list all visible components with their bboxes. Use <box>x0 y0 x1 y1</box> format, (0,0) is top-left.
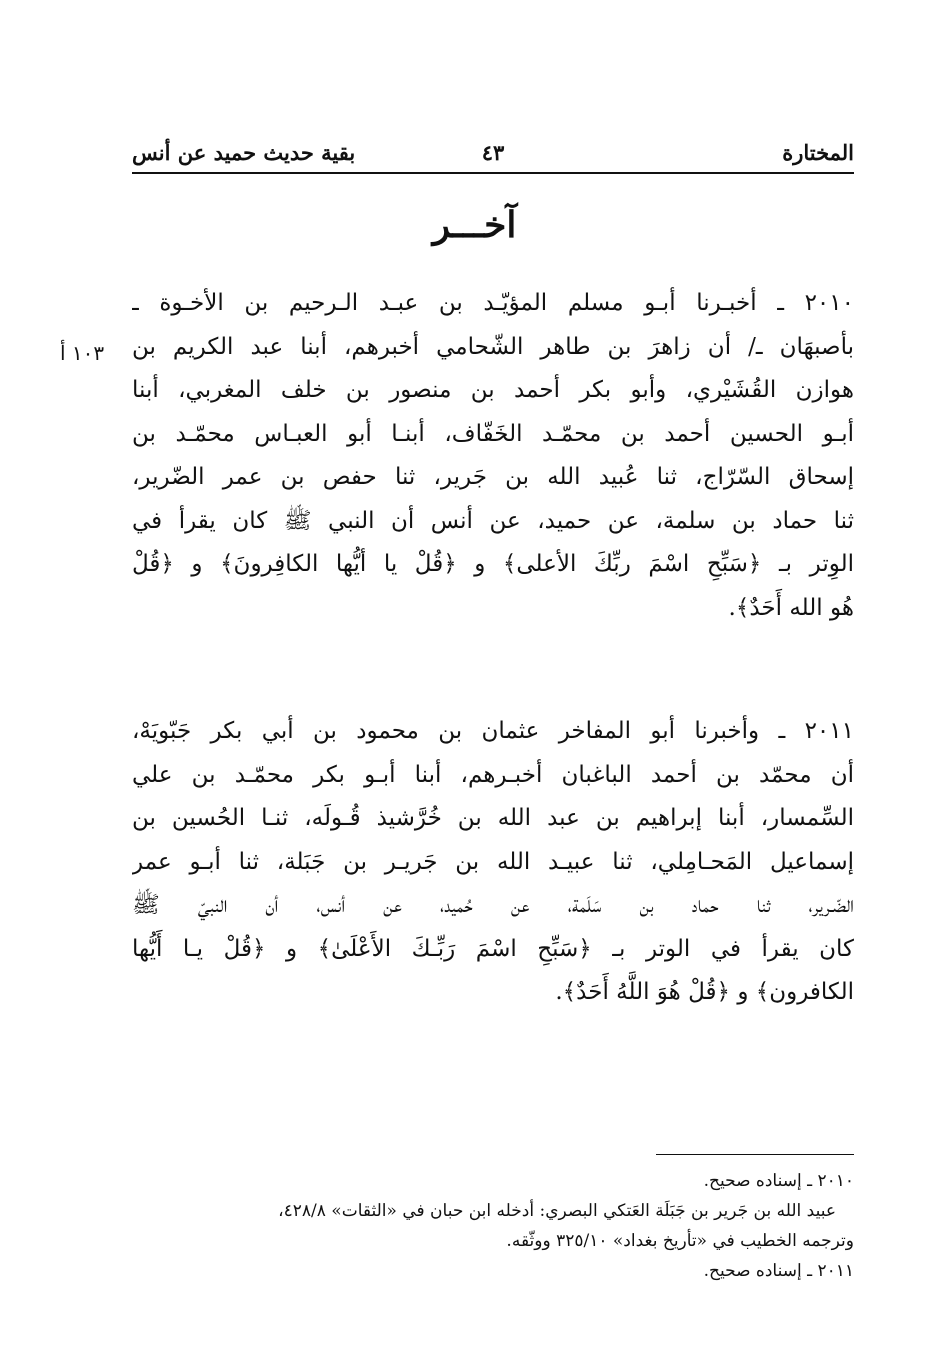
text-line: ٢٠١١ ـ وأخبرنا أبو المفاخر عثمان بن محمود بن أبي بكر جَبّويَهْ، <box>132 718 854 744</box>
text-line: الوِتر بـ ﴿سَبِّحِ اسْمَ ربِّكَ الأعلى﴾ و ﴿قُلْ يا أيُّها الكافِرونَ﴾ و ﴿قُلْ <box>132 551 854 577</box>
text-line: بأصبهَان ـ/ أن زاهرَ بن طاهر الشّحامي أخبرهم، أبنا عبد الكريم بن <box>132 333 854 360</box>
text-line: الكافرون﴾ و ﴿قُلْ هُوَ اللَّهُ أَحَدٌ﴾. <box>555 979 854 1005</box>
footnote-2010: ٢٠١٠ ـ إسناده صحيح. <box>703 1171 854 1191</box>
footnote-2011: ٢٠١١ ـ إسناده صحيح. <box>703 1261 854 1281</box>
running-header <box>132 136 854 174</box>
text-line: هوازن القُشَيْري، وأبو بكر أحمد بن منصور بن خلف المغربي، أبنا <box>132 377 854 403</box>
text-line: هُو الله أَحَدٌ﴾. <box>728 594 854 621</box>
text-line: إسماعيل المَحـامِلي، ثنا عبيـد الله بن جَريـر بن جَبَلة، ثنا أبـو عمر <box>132 848 854 875</box>
text-line: أبـو الحسين أحمد بن محمّـد الخَفّاف، أبنـا أبو العبـاس محمّـد بن <box>132 420 854 447</box>
hadith-entry-2010 <box>132 282 854 630</box>
footnotes <box>132 1166 854 1286</box>
chapter-title: بقية حديث حميد عن أنس <box>132 140 356 165</box>
text-line: الضّـرير، ثنا حماد بن سَلَمة، عن حُميد، عن أنس، أن النبيّ ﷺ <box>132 892 854 918</box>
footnote-divider <box>656 1154 854 1155</box>
text-line: كان يقرأ في الوتر بـ ﴿سَبِّحِ اسْمَ رَبِّـكَ الأَعْلَىٰ﴾ و ﴿قُلْ يـا أَيُّها <box>132 935 854 962</box>
text-line: أن محمّد بن أحمد الباغبان أخبـرهم، أبنا أبـو بكر محمّـد بن علي <box>132 761 854 788</box>
footnote-2010-detail: عبيد الله بن جَرير بن جَبَلَة العَتكي البصري: أدخله ابن حبان في «الثقات» ٤٢٨/٨، <box>278 1201 836 1221</box>
page-number: ٤٣ <box>481 140 505 165</box>
text-line: السِّمسار، أبنا إبراهيم بن عبد الله بن خُرَّشيذ قُـولَه، ثنـا الحُسين بن <box>132 805 854 831</box>
text-line: إسحاق السّرّاج، ثنا عُبيد الله بن جَرير، ثنا حفص بن عمر الضّرير، <box>132 464 854 490</box>
section-title: آخـــر <box>432 204 517 246</box>
text-line: ثنا حماد بن سلمة، عن حميد، عن أنس أن النبي ﷺ كان يقرأ في <box>132 507 854 534</box>
text-line: ٢٠١٠ ـ أخبـرنا أبـو مسلم المؤيّـد بن عبـد الـرحيم بن الأخـوة ـ <box>132 290 854 316</box>
footnote-2010-detail: وترجمه الخطيب في «تأريخ بغداد» ٣٢٥/١٠ ووثّقه. <box>506 1231 854 1251</box>
book-title: المختارة <box>782 140 854 165</box>
manuscript-folio-note: ١٠٣ أ <box>60 341 105 365</box>
hadith-entry-2011 <box>132 710 854 1015</box>
